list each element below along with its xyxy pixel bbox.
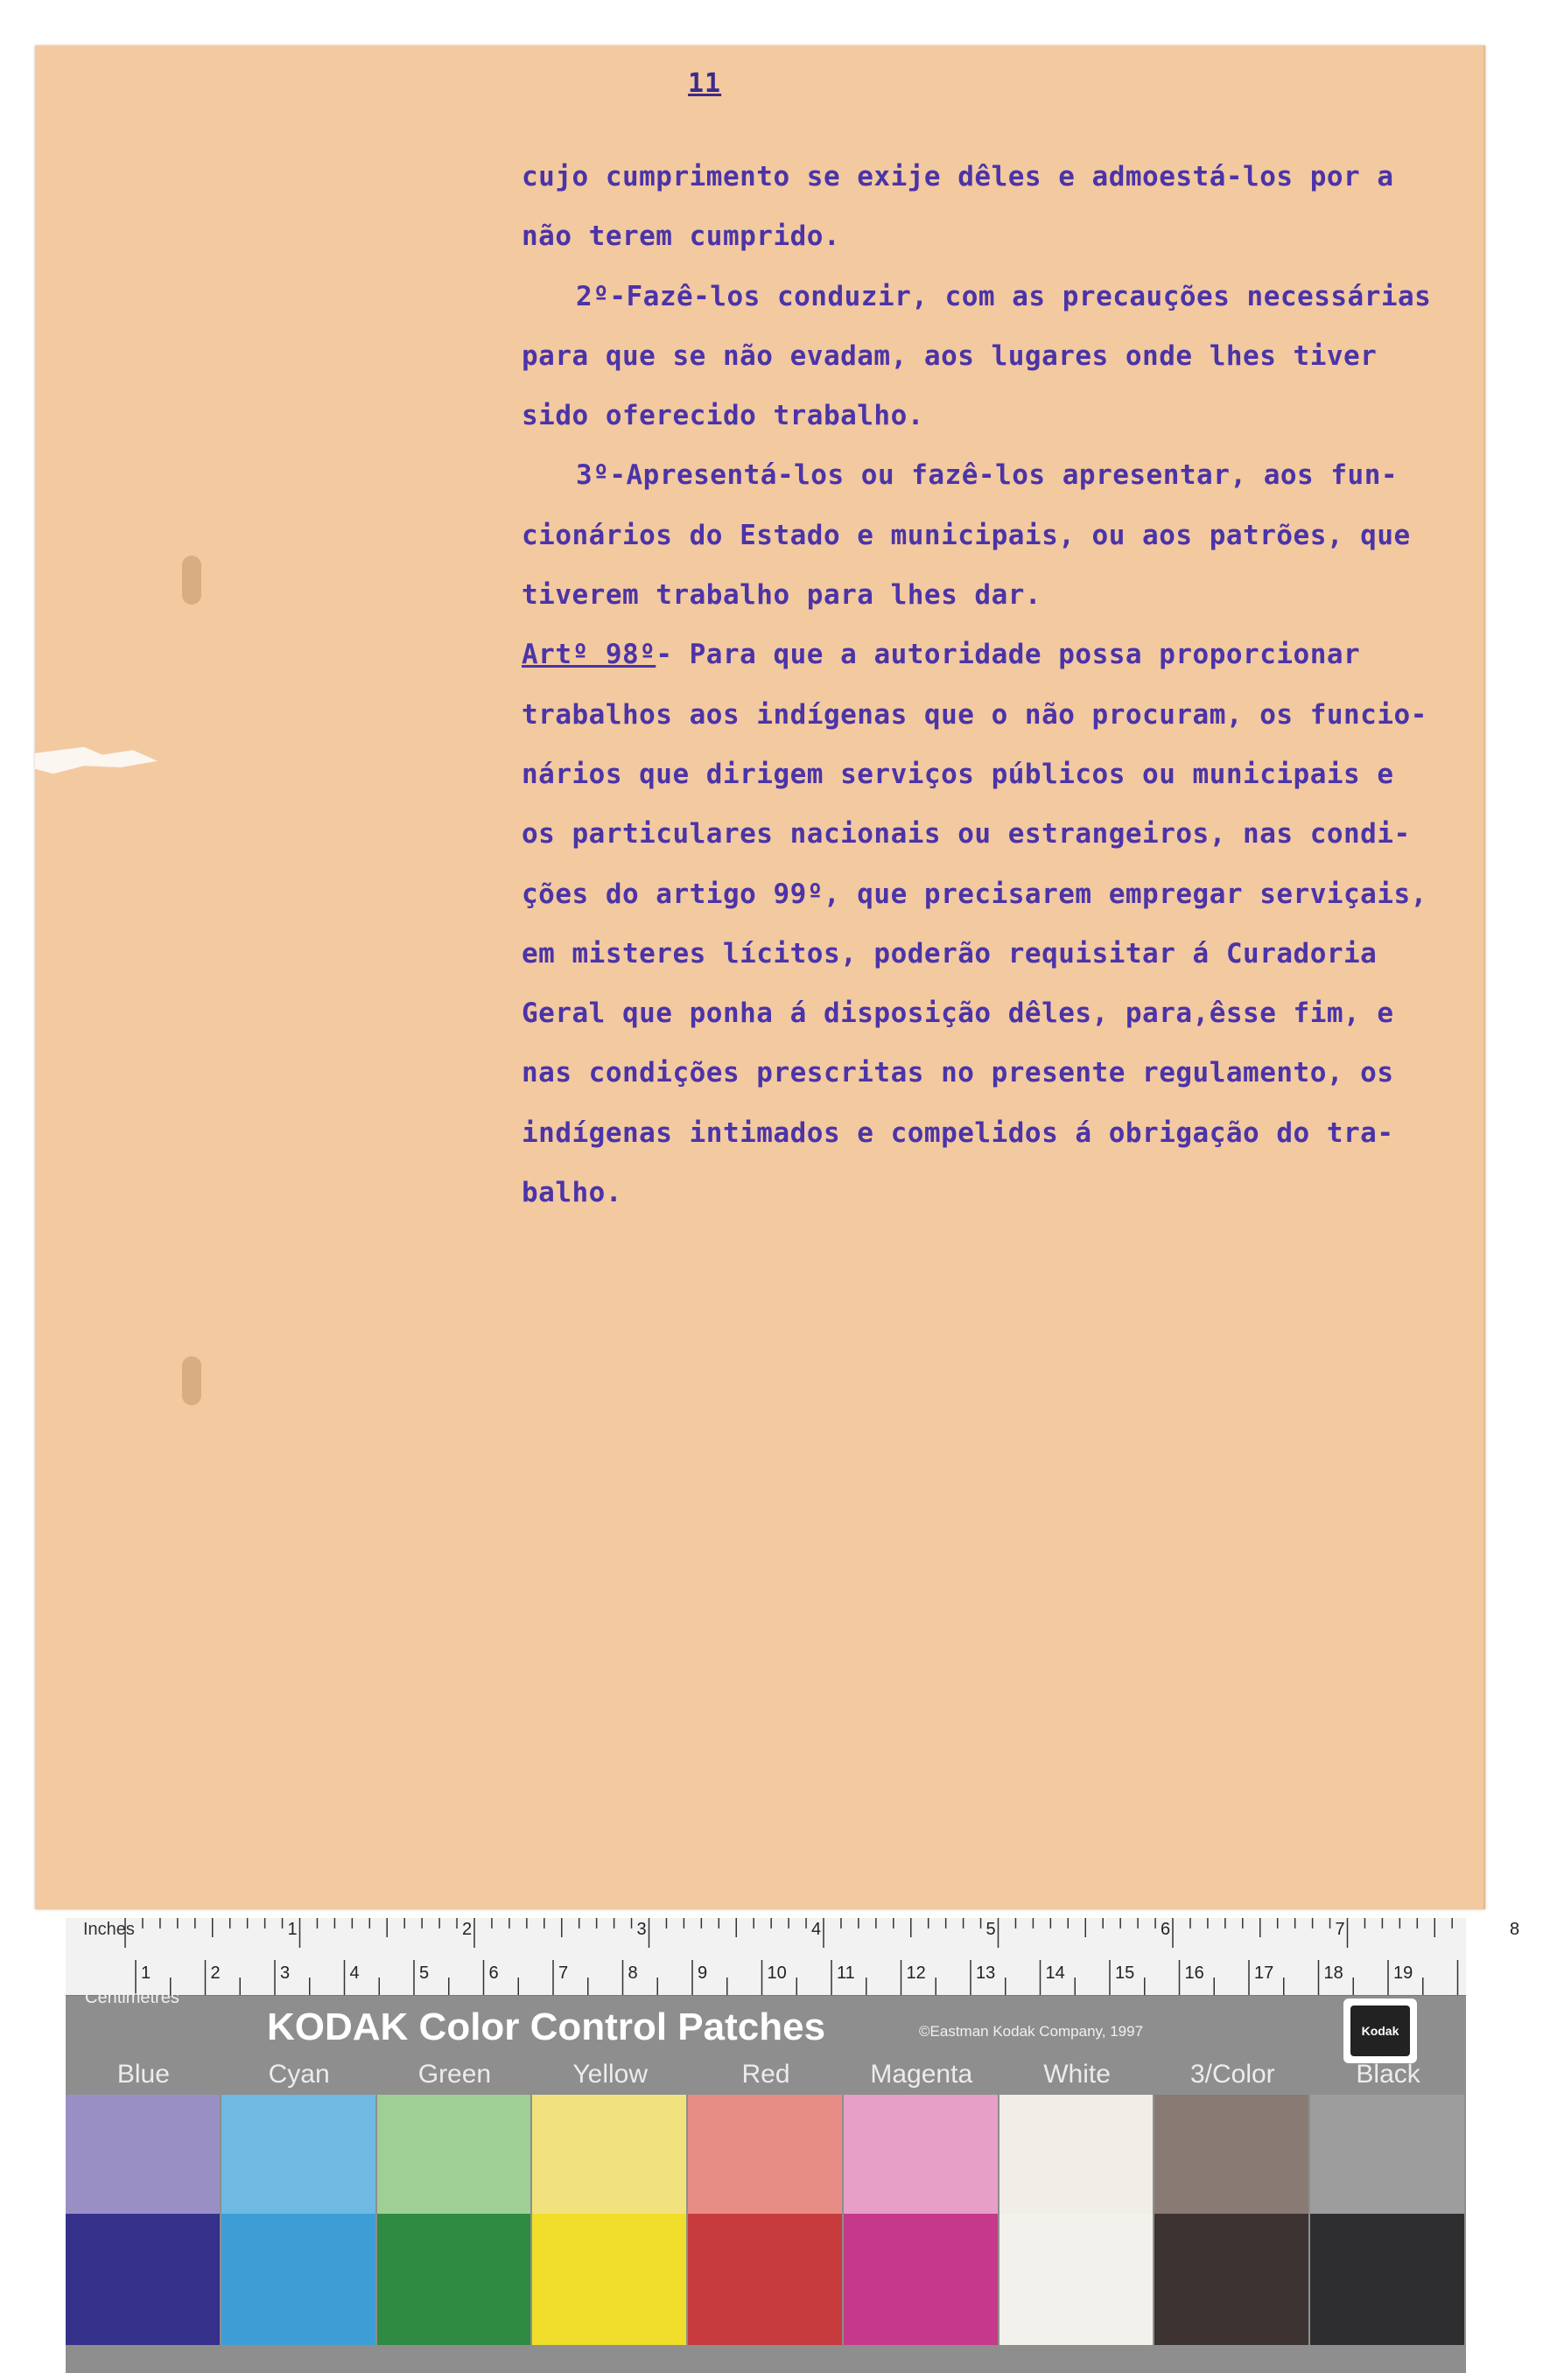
patch-label: 3/Color — [1189, 2060, 1275, 2089]
inch-number: 1 — [287, 1920, 298, 1939]
patch-label: Blue — [116, 2060, 170, 2089]
text-line — [522, 206, 1467, 266]
text-line-content: trabalhos aos indígenas que o não procuram, os funcio- — [522, 698, 1427, 731]
cm-number: 12 — [906, 1964, 926, 1983]
cm-number: 2 — [210, 1964, 221, 1983]
inch-number: 4 — [811, 1920, 822, 1939]
text-line-content: cujo cumprimento se exije dêles e admoestá-los por a — [522, 161, 1394, 192]
cm-number: 10 — [767, 1964, 787, 1983]
text-line — [522, 445, 1467, 505]
color-patch-dark — [844, 2214, 998, 2345]
color-patch-light — [999, 2095, 1154, 2214]
page-number: 11 — [688, 68, 722, 99]
cm-number: 11 — [837, 1964, 855, 1983]
inch-number: 6 — [1161, 1920, 1171, 1939]
cm-number: 13 — [976, 1964, 996, 1983]
patch-label: Black — [1356, 2060, 1420, 2089]
ruler-inches-label: Inches — [83, 1920, 135, 1939]
inch-number: 7 — [1335, 1920, 1345, 1939]
text-line-content: nários que dirigem serviços públicos ou municipais e — [522, 758, 1394, 790]
text-line-content: ções do artigo 99º, que precisarem empregar serviçais, — [522, 878, 1427, 910]
text-line — [522, 745, 1467, 804]
color-patch-dark — [221, 2214, 375, 2345]
patch-label: Magenta — [870, 2060, 973, 2089]
text-line-content: 2º-Fazê-los conduzir, com as precauções necessárias — [576, 280, 1432, 312]
kodak-copyright: ©Eastman Kodak Company, 1997 — [919, 2023, 1144, 2040]
patch-label: Red — [741, 2060, 790, 2089]
cm-number: 14 — [1045, 1964, 1065, 1983]
patch-label: Yellow — [572, 2060, 649, 2089]
color-patch-light — [688, 2095, 842, 2214]
patch-label: Cyan — [268, 2060, 330, 2089]
punch-hole-top — [182, 556, 201, 605]
text-line-content: - Para que a autoridade possa proporcionar — [656, 639, 1361, 671]
kodak-color-target — [66, 1918, 1520, 2373]
patch-label: White — [1043, 2060, 1111, 2089]
text-line — [522, 1163, 1467, 1222]
kodak-logo-icon — [1343, 1998, 1417, 2063]
text-line — [522, 267, 1467, 326]
text-line-content: cionários do Estado e municipais, ou aos patrões, que — [522, 519, 1411, 551]
patch-labels — [66, 2060, 1466, 2091]
ruler-cm-label: Centimetres — [85, 1988, 179, 2007]
color-patch-dark — [999, 2214, 1154, 2345]
cm-number: 1 — [141, 1964, 151, 1983]
text-line-content: nas condições prescritas no presente regulamento, os — [522, 1057, 1394, 1089]
patch-label: Green — [417, 2060, 492, 2089]
text-line — [522, 1103, 1467, 1163]
text-line-content: não terem cumprido. — [522, 220, 841, 253]
color-patch-dark — [532, 2214, 686, 2345]
color-patch-dark — [377, 2214, 531, 2345]
inch-number: 2 — [462, 1920, 473, 1939]
text-line-content: Geral que ponha á disposição dêles, para,êsse fim, e — [522, 998, 1394, 1030]
color-patch-dark — [1154, 2214, 1308, 2345]
text-line — [522, 1043, 1467, 1102]
cm-number: 3 — [280, 1964, 291, 1983]
inch-number: 8 — [1510, 1920, 1520, 1939]
text-line — [522, 625, 1467, 684]
text-line — [522, 565, 1467, 625]
text-line-content: sido oferecido trabalho. — [522, 400, 924, 432]
text-line-content: 3º-Apresentá-los ou fazê-los apresentar, aos fun- — [576, 459, 1399, 492]
text-line-content: indígenas intimados e compelidos á obrigação do tra- — [522, 1116, 1394, 1149]
cm-number: 8 — [628, 1964, 638, 1983]
color-patch-dark — [66, 2214, 220, 2345]
text-line — [522, 326, 1467, 386]
text-line — [522, 984, 1467, 1043]
color-patch-light — [1154, 2095, 1308, 2214]
cm-number: 9 — [698, 1964, 708, 1983]
article-label: Artº 98º — [522, 639, 656, 671]
punch-hole-bottom — [182, 1356, 201, 1405]
cm-number: 4 — [349, 1964, 360, 1983]
kodak-logo-text: Kodak — [1350, 2006, 1410, 2056]
color-patch-dark — [1310, 2214, 1464, 2345]
text-line — [522, 386, 1467, 445]
color-patch-dark — [688, 2214, 842, 2345]
color-patch-light — [221, 2095, 375, 2214]
text-line-content: para que se não evadam, aos lugares onde lhes tiver — [522, 340, 1378, 372]
text-line-content: em misteres lícitos, poderão requisitar á Curadoria — [522, 937, 1378, 970]
inch-number: 3 — [636, 1920, 647, 1939]
color-patch-light — [1310, 2095, 1464, 2214]
color-patch-light — [66, 2095, 220, 2214]
inch-number: 5 — [985, 1920, 996, 1939]
ruler — [66, 1918, 1520, 1996]
cm-number: 17 — [1254, 1964, 1274, 1983]
text-line-content: balho. — [522, 1177, 622, 1209]
text-line-content: os particulares nacionais ou estrangeiros, nas condi- — [522, 818, 1411, 850]
cm-number: 16 — [1184, 1964, 1204, 1983]
cm-number: 5 — [419, 1964, 430, 1983]
cm-number: 18 — [1323, 1964, 1343, 1983]
color-patch-light — [844, 2095, 998, 2214]
text-line — [522, 147, 1467, 206]
color-patch-light — [532, 2095, 686, 2214]
cm-number: 7 — [558, 1964, 569, 1983]
text-line — [522, 804, 1467, 864]
kodak-title: KODAK Color Control Patches — [267, 2006, 826, 2048]
document-body — [522, 147, 1467, 1222]
cm-number: 15 — [1115, 1964, 1135, 1983]
cm-number: 19 — [1393, 1964, 1413, 1983]
text-line — [522, 924, 1467, 984]
text-line-content: tiverem trabalho para lhes dar. — [522, 579, 1042, 612]
text-line — [522, 685, 1467, 745]
text-line — [522, 506, 1467, 565]
color-patch-light — [377, 2095, 531, 2214]
text-line — [522, 864, 1467, 924]
cm-number: 6 — [488, 1964, 499, 1983]
color-patches — [66, 2095, 1466, 2373]
